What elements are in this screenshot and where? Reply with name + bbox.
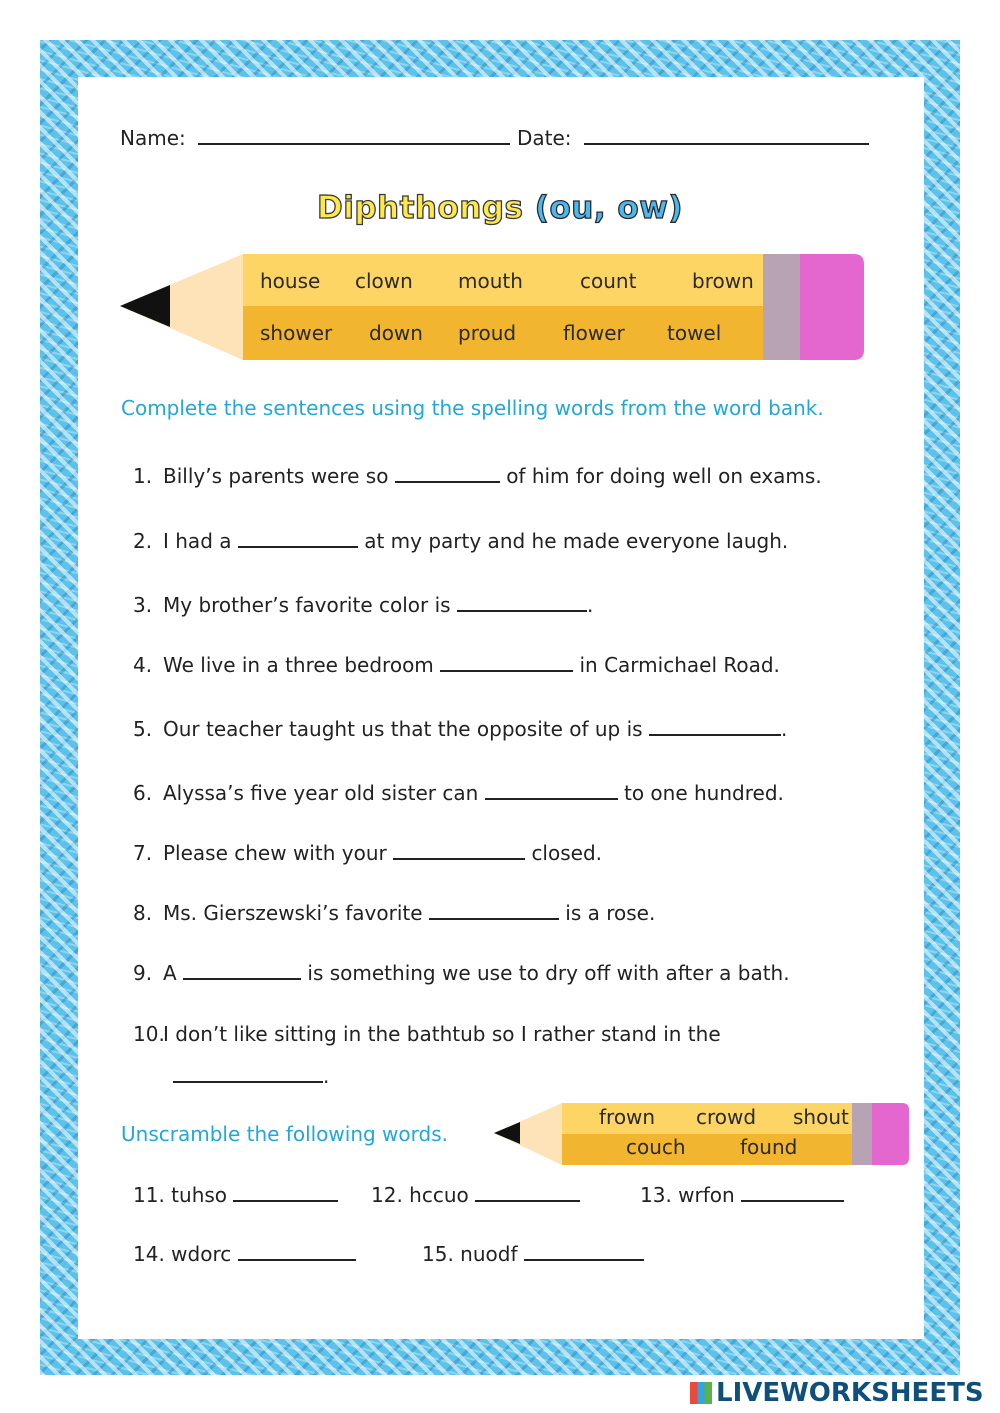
word-bank-item: couch	[626, 1135, 686, 1159]
sentence-row: 7. Please chew with your closed.	[133, 841, 603, 865]
answer-blank[interactable]	[524, 1243, 644, 1261]
answer-blank[interactable]	[238, 1243, 356, 1261]
name-label: Name:	[120, 126, 186, 150]
answer-blank[interactable]	[649, 718, 781, 736]
sentence-row: 5. Our teacher taught us that the opposite of up is .	[133, 717, 788, 741]
word-bank-item: count	[580, 269, 637, 293]
word-bank-item: crowd	[696, 1105, 757, 1129]
answer-blank[interactable]	[440, 654, 573, 672]
sentence-row: 1. Billy’s parents were so of him for doing well on exams.	[133, 464, 822, 488]
unscramble-item: 12. hccuo	[371, 1183, 580, 1207]
answer-blank[interactable]	[395, 465, 500, 483]
answer-blank[interactable]	[429, 902, 559, 920]
word-bank-item: clown	[355, 269, 413, 293]
word-bank-item: brown	[692, 269, 754, 293]
word-bank-item: shout	[793, 1105, 849, 1129]
logo-icon	[690, 1382, 712, 1404]
answer-blank[interactable]	[475, 1184, 580, 1202]
answer-blank[interactable]	[238, 530, 358, 548]
word-bank-item: proud	[458, 321, 517, 345]
sentence-row: 9. A is something we use to dry off with after a bath.	[133, 961, 790, 985]
word-bank-item: found	[740, 1135, 798, 1159]
word-bank-item: towel	[667, 321, 722, 345]
unscramble-item: 11. tuhso	[133, 1183, 338, 1207]
answer-blank[interactable]	[457, 594, 587, 612]
word-bank-item: frown	[599, 1105, 656, 1129]
date-row	[517, 125, 869, 150]
sentence-row: 10.I don’t like sitting in the bathtub so I rather stand in the	[133, 1022, 721, 1046]
word-bank-item: mouth	[458, 269, 523, 293]
sentence-row-continued: .	[173, 1064, 329, 1088]
answer-blank[interactable]	[741, 1184, 844, 1202]
instruction-unscramble: Unscramble the following words.	[121, 1122, 448, 1146]
answer-blank[interactable]	[485, 782, 618, 800]
page-title: Diphthongs (ou, ow)	[316, 190, 684, 226]
sentence-row: 8. Ms. Gierszewski’s favorite is a rose.	[133, 901, 656, 925]
instruction-complete-sentences: Complete the sentences using the spelling words from the word bank.	[121, 396, 824, 420]
sentence-row: 2. I had a at my party and he made everyone laugh.	[133, 529, 789, 553]
word-bank-item: house	[260, 269, 321, 293]
sentence-row: 6. Alyssa’s five year old sister can to one hundred.	[133, 781, 784, 805]
sentence-row: 4. We live in a three bedroom in Carmichael Road.	[133, 653, 780, 677]
sentence-row: 3. My brother’s favorite color is .	[133, 593, 594, 617]
answer-blank[interactable]	[183, 962, 301, 980]
answer-blank[interactable]	[393, 842, 525, 860]
unscramble-item: 14. wdorc	[133, 1242, 356, 1266]
answer-blank[interactable]	[233, 1184, 338, 1202]
date-label: Date:	[517, 126, 572, 150]
date-field[interactable]	[584, 125, 869, 145]
word-bank-item: down	[369, 321, 423, 345]
liveworksheets-logo: LIVEWORKSHEETS	[690, 1378, 984, 1408]
word-bank-item: flower	[563, 321, 625, 345]
answer-blank[interactable]	[173, 1065, 323, 1083]
name-field[interactable]	[198, 125, 510, 145]
word-bank-item: shower	[260, 321, 333, 345]
unscramble-item: 15. nuodf	[422, 1242, 644, 1266]
unscramble-item: 13. wrfon	[640, 1183, 844, 1207]
name-row	[120, 125, 510, 150]
